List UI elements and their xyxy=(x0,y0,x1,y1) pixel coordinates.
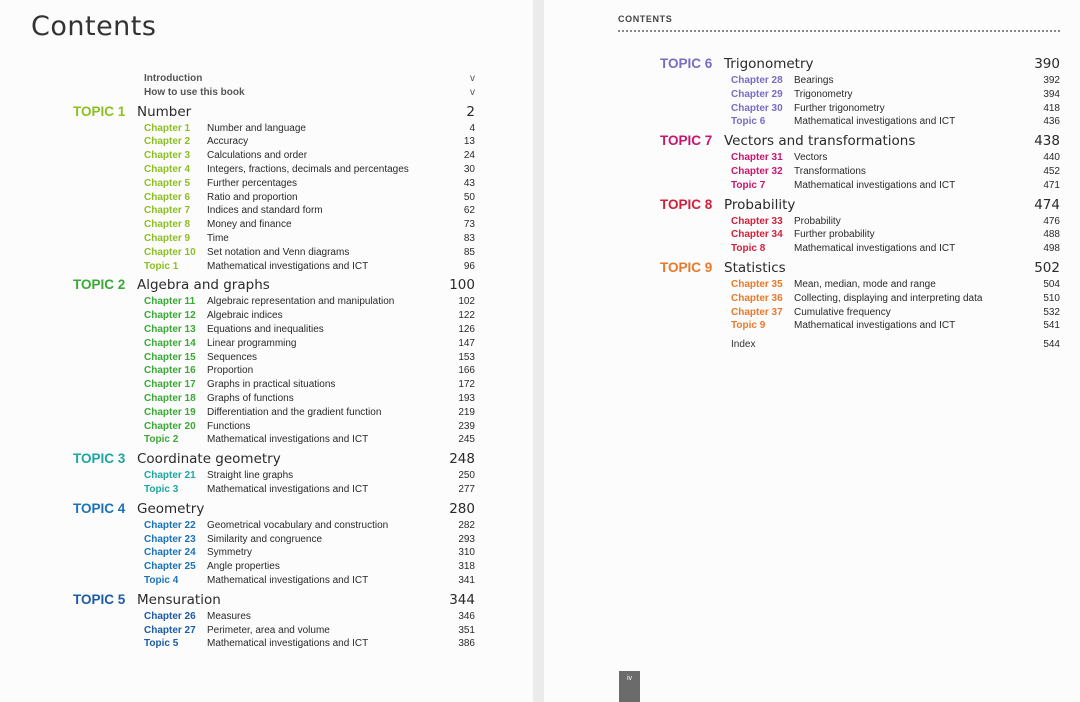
toc-chapter-row[interactable] xyxy=(73,337,475,351)
chapter-title: Indices and standard form xyxy=(207,205,323,217)
intro-label: Introduction xyxy=(144,73,203,84)
chapter-page: 293 xyxy=(458,533,475,545)
toc-topic-row[interactable] xyxy=(73,499,475,519)
topic-label: TOPIC 1 xyxy=(73,103,126,119)
topic-title: Coordinate geometry xyxy=(137,451,281,468)
chapter-page: 386 xyxy=(458,638,475,650)
chapter-title: Mathematical investigations and ICT xyxy=(794,320,956,332)
chapter-label: Chapter 2 xyxy=(144,136,191,148)
howto-page: v xyxy=(470,86,475,98)
header-dotted-rule xyxy=(618,30,1060,32)
chapter-label: Chapter 31 xyxy=(731,152,783,164)
topic-title: Statistics xyxy=(724,259,786,276)
chapter-title: Set notation and Venn diagrams xyxy=(207,246,350,258)
chapter-title: Mathematical investigations and ICT xyxy=(207,574,369,586)
index-label: Index xyxy=(731,339,756,351)
page-number-tab: iv xyxy=(619,671,640,702)
chapter-page: 346 xyxy=(458,610,475,622)
topic-label: TOPIC 8 xyxy=(660,196,713,212)
toc-chapter-row[interactable] xyxy=(660,151,1060,165)
toc-index-row[interactable] xyxy=(660,338,1060,352)
chapter-label: Chapter 24 xyxy=(144,547,196,559)
chapter-label: Chapter 36 xyxy=(731,292,783,304)
toc-chapter-row[interactable] xyxy=(73,560,475,574)
chapter-title: Time xyxy=(207,232,229,244)
chapter-page: 4 xyxy=(469,122,475,134)
chapter-page: 122 xyxy=(458,310,475,322)
toc-intro-row[interactable] xyxy=(73,72,475,86)
index-page: 544 xyxy=(1043,339,1060,351)
chapter-page: 126 xyxy=(458,323,475,335)
chapter-title: Probability xyxy=(794,215,841,227)
toc-chapter-row[interactable] xyxy=(73,420,475,434)
chapter-label: Chapter 25 xyxy=(144,561,196,573)
toc-chapter-row[interactable] xyxy=(73,149,475,163)
toc-topic-row[interactable] xyxy=(660,258,1060,278)
chapter-title: Bearings xyxy=(794,75,834,86)
toc-chapter-row[interactable] xyxy=(73,260,475,274)
topic-title: Algebra and graphs xyxy=(137,277,270,294)
toc-chapter-row[interactable] xyxy=(73,406,475,420)
chapter-label: Chapter 6 xyxy=(144,191,191,203)
chapter-page: 310 xyxy=(458,547,475,559)
chapter-label: Topic 2 xyxy=(144,434,179,446)
chapter-title: Mathematical investigations and ICT xyxy=(794,243,956,255)
chapter-title: Mathematical investigations and ICT xyxy=(207,260,369,272)
chapter-title: Algebraic indices xyxy=(207,310,283,322)
howto-label: How to use this book xyxy=(144,86,245,98)
running-header: CONTENTS xyxy=(618,14,673,24)
chapter-label: Topic 7 xyxy=(731,179,766,191)
toc-chapter-row[interactable] xyxy=(73,574,475,588)
chapter-title: Collecting, displaying and interpreting data xyxy=(794,292,983,304)
topic-label: TOPIC 5 xyxy=(73,591,126,607)
chapter-label: Chapter 7 xyxy=(144,205,191,217)
left-page xyxy=(0,0,533,702)
toc-chapter-row[interactable] xyxy=(73,469,475,483)
chapter-title: Mean, median, mode and range xyxy=(794,278,936,290)
toc-topic-row[interactable] xyxy=(660,54,1060,74)
topic-page: 280 xyxy=(449,500,475,517)
chapter-title: Ratio and proportion xyxy=(207,191,298,203)
toc-chapter-row[interactable] xyxy=(73,364,475,378)
chapter-title: Differentiation and the gradient function xyxy=(207,406,382,418)
chapter-title: Graphs in practical situations xyxy=(207,379,336,391)
toc-chapter-row[interactable] xyxy=(660,306,1060,320)
chapter-page: 245 xyxy=(458,434,475,446)
chapter-label: Chapter 33 xyxy=(731,215,783,227)
toc-chapter-row[interactable] xyxy=(660,242,1060,256)
chapter-label: Chapter 28 xyxy=(731,75,783,86)
chapter-label: Topic 6 xyxy=(731,116,766,128)
topic-title: Number xyxy=(137,103,192,120)
chapter-page: 239 xyxy=(458,420,475,432)
toc-chapter-row[interactable] xyxy=(73,546,475,560)
chapter-title: Sequences xyxy=(207,351,258,363)
chapter-label: Chapter 15 xyxy=(144,351,196,363)
chapter-title: Symmetry xyxy=(207,547,252,559)
chapter-page: 24 xyxy=(463,150,475,162)
chapter-page: 13 xyxy=(463,136,475,148)
chapter-label: Chapter 35 xyxy=(731,278,783,290)
chapter-label: Chapter 34 xyxy=(731,229,783,241)
chapter-label: Topic 1 xyxy=(144,260,179,272)
topic-label: TOPIC 7 xyxy=(660,133,713,149)
chapter-title: Calculations and order xyxy=(207,150,308,162)
chapter-page: 318 xyxy=(458,561,475,573)
chapter-page: 166 xyxy=(458,365,475,377)
toc-chapter-row[interactable] xyxy=(660,165,1060,179)
chapter-title: Further probability xyxy=(794,229,875,241)
topic-page: 248 xyxy=(449,451,475,468)
toc-chapter-row[interactable] xyxy=(73,163,475,177)
chapter-label: Chapter 21 xyxy=(144,470,196,482)
toc-chapter-row[interactable] xyxy=(660,215,1060,229)
chapter-title: Mathematical investigations and ICT xyxy=(207,638,369,650)
toc-chapter-row[interactable] xyxy=(73,204,475,218)
chapter-page: 541 xyxy=(1043,320,1060,332)
chapter-page: 193 xyxy=(458,392,475,404)
toc-howto-row[interactable] xyxy=(73,86,475,100)
chapter-label: Chapter 10 xyxy=(144,246,196,258)
chapter-title: Angle properties xyxy=(207,561,280,573)
topic-title: Vectors and transformations xyxy=(724,133,916,150)
toc-chapter-row[interactable] xyxy=(73,533,475,547)
toc-chapter-row[interactable] xyxy=(660,319,1060,333)
chapter-title: Equations and inequalities xyxy=(207,323,324,335)
chapter-page: 43 xyxy=(463,177,475,189)
toc-chapter-row[interactable] xyxy=(73,218,475,232)
chapter-label: Topic 9 xyxy=(731,320,766,332)
chapter-page: 488 xyxy=(1043,229,1060,241)
toc-chapter-row[interactable] xyxy=(73,122,475,136)
chapter-label: Chapter 18 xyxy=(144,392,196,404)
chapter-label: Chapter 27 xyxy=(144,624,196,636)
topic-label: TOPIC 4 xyxy=(73,500,126,516)
chapter-label: Chapter 17 xyxy=(144,379,196,391)
topic-page: 474 xyxy=(1034,196,1060,213)
topic-page: 502 xyxy=(1034,259,1060,276)
right-topics xyxy=(660,54,1060,333)
toc-chapter-row[interactable] xyxy=(660,74,1060,88)
chapter-label: Topic 4 xyxy=(144,574,179,586)
toc-chapter-row[interactable] xyxy=(73,191,475,205)
chapter-page: 452 xyxy=(1043,165,1060,177)
chapter-label: Chapter 32 xyxy=(731,165,783,177)
chapter-title: Graphs of functions xyxy=(207,392,294,404)
page-title: Contents xyxy=(31,11,157,42)
chapter-page: 392 xyxy=(1043,75,1060,86)
toc-left xyxy=(73,72,475,651)
topic-page: 100 xyxy=(449,277,475,294)
topic-label: TOPIC 9 xyxy=(660,259,713,275)
toc-chapter-row[interactable] xyxy=(73,433,475,447)
chapter-label: Chapter 11 xyxy=(144,296,196,308)
chapter-page: 147 xyxy=(458,337,475,349)
chapter-page: 418 xyxy=(1043,102,1060,114)
chapter-title: Algebraic representation and manipulation xyxy=(207,296,395,308)
chapter-page: 471 xyxy=(1043,179,1060,191)
toc-chapter-row[interactable] xyxy=(73,519,475,533)
toc-topic-row[interactable] xyxy=(660,195,1060,215)
chapter-label: Chapter 19 xyxy=(144,406,196,418)
chapter-title: Linear programming xyxy=(207,337,297,349)
chapter-title: Number and language xyxy=(207,122,306,134)
chapter-title: Further trigonometry xyxy=(794,102,885,114)
chapter-label: Chapter 4 xyxy=(144,163,191,175)
chapter-title: Integers, fractions, decimals and percentages xyxy=(207,163,409,175)
chapter-label: Chapter 12 xyxy=(144,310,196,322)
chapter-title: Functions xyxy=(207,420,251,432)
topic-title: Trigonometry xyxy=(724,56,814,72)
chapter-page: 351 xyxy=(458,624,475,636)
chapter-label: Chapter 30 xyxy=(731,102,783,114)
toc-chapter-row[interactable] xyxy=(660,228,1060,242)
toc-topic-row[interactable] xyxy=(73,449,475,469)
toc-chapter-row[interactable] xyxy=(660,278,1060,292)
chapter-title: Accuracy xyxy=(207,136,249,148)
chapter-page: 510 xyxy=(1043,292,1060,304)
chapter-page: 73 xyxy=(463,219,475,231)
chapter-page: 440 xyxy=(1043,152,1060,164)
chapter-page: 83 xyxy=(463,232,475,244)
topic-label: TOPIC 2 xyxy=(73,277,126,293)
toc-chapter-row[interactable] xyxy=(660,88,1060,102)
chapter-title: Measures xyxy=(207,610,251,622)
toc-topic-row[interactable] xyxy=(73,590,475,610)
topic-page: 390 xyxy=(1034,56,1060,72)
toc-chapter-row[interactable] xyxy=(73,135,475,149)
chapter-page: 504 xyxy=(1043,278,1060,290)
chapter-page: 250 xyxy=(458,470,475,482)
toc-chapter-row[interactable] xyxy=(660,102,1060,116)
chapter-page: 62 xyxy=(463,205,475,217)
chapter-page: 30 xyxy=(463,163,475,175)
chapter-page: 498 xyxy=(1043,243,1060,255)
chapter-label: Chapter 20 xyxy=(144,420,196,432)
toc-chapter-row[interactable] xyxy=(73,246,475,260)
chapter-title: Mathematical investigations and ICT xyxy=(207,434,369,446)
chapter-page: 102 xyxy=(458,296,475,308)
chapter-title: Perimeter, area and volume xyxy=(207,624,330,636)
toc-chapter-row[interactable] xyxy=(73,378,475,392)
chapter-title: Trigonometry xyxy=(794,88,853,100)
chapter-label: Chapter 8 xyxy=(144,219,191,231)
chapter-page: 85 xyxy=(463,246,475,258)
topic-page: 2 xyxy=(466,103,475,120)
topic-title: Geometry xyxy=(137,500,205,517)
chapter-label: Chapter 9 xyxy=(144,232,191,244)
toc-chapter-row[interactable] xyxy=(73,637,475,651)
chapter-label: Chapter 5 xyxy=(144,177,191,189)
left-topics xyxy=(73,102,475,652)
topic-label: TOPIC 3 xyxy=(73,451,126,467)
chapter-title: Proportion xyxy=(207,365,254,377)
chapter-title: Vectors xyxy=(794,152,828,164)
chapter-page: 341 xyxy=(458,574,475,586)
chapter-label: Chapter 16 xyxy=(144,365,196,377)
chapter-title: Straight line graphs xyxy=(207,470,294,482)
chapter-label: Topic 8 xyxy=(731,243,766,255)
toc-chapter-row[interactable] xyxy=(73,351,475,365)
chapter-page: 532 xyxy=(1043,306,1060,318)
toc-chapter-row[interactable] xyxy=(660,179,1060,193)
toc-chapter-row[interactable] xyxy=(73,232,475,246)
toc-chapter-row[interactable] xyxy=(73,392,475,406)
intro-page: v xyxy=(470,73,475,84)
chapter-title: Transformations xyxy=(794,165,866,177)
toc-topic-row[interactable] xyxy=(660,131,1060,151)
chapter-label: Topic 3 xyxy=(144,483,179,495)
toc-chapter-row[interactable] xyxy=(660,292,1060,306)
chapter-label: Chapter 1 xyxy=(144,122,191,134)
toc-chapter-row[interactable] xyxy=(73,483,475,497)
toc-chapter-row[interactable] xyxy=(73,177,475,191)
chapter-page: 50 xyxy=(463,191,475,203)
chapter-title: Money and finance xyxy=(207,219,292,231)
toc-chapter-row[interactable] xyxy=(660,115,1060,129)
chapter-page: 277 xyxy=(458,483,475,495)
topic-page: 438 xyxy=(1034,133,1060,150)
toc-topic-row[interactable] xyxy=(73,102,475,122)
toc-chapter-row[interactable] xyxy=(73,295,475,309)
toc-chapter-row[interactable] xyxy=(73,323,475,337)
chapter-label: Chapter 29 xyxy=(731,88,783,100)
chapter-label: Topic 5 xyxy=(144,638,179,650)
toc-right xyxy=(660,52,1060,352)
right-page xyxy=(544,0,1080,702)
toc-chapter-row[interactable] xyxy=(73,309,475,323)
chapter-label: Chapter 3 xyxy=(144,150,191,162)
chapter-page: 282 xyxy=(458,519,475,531)
chapter-label: Chapter 23 xyxy=(144,533,196,545)
chapter-title: Mathematical investigations and ICT xyxy=(794,179,956,191)
chapter-page: 172 xyxy=(458,379,475,391)
toc-chapter-row[interactable] xyxy=(73,610,475,624)
chapter-title: Mathematical investigations and ICT xyxy=(794,116,956,128)
chapter-label: Chapter 22 xyxy=(144,519,196,531)
chapter-page: 153 xyxy=(458,351,475,363)
topic-page: 344 xyxy=(449,591,475,608)
topic-label: TOPIC 6 xyxy=(660,56,713,71)
chapter-label: Chapter 13 xyxy=(144,323,196,335)
chapter-title: Similarity and congruence xyxy=(207,533,323,545)
chapter-page: 219 xyxy=(458,406,475,418)
chapter-page: 476 xyxy=(1043,215,1060,227)
chapter-label: Chapter 14 xyxy=(144,337,196,349)
chapter-label: Chapter 37 xyxy=(731,306,783,318)
chapter-page: 394 xyxy=(1043,88,1060,100)
chapter-title: Mathematical investigations and ICT xyxy=(207,483,369,495)
topic-title: Mensuration xyxy=(137,591,221,608)
toc-chapter-row[interactable] xyxy=(73,624,475,638)
chapter-title: Cumulative frequency xyxy=(794,306,891,318)
chapter-page: 436 xyxy=(1043,116,1060,128)
chapter-title: Further percentages xyxy=(207,177,298,189)
toc-topic-row[interactable] xyxy=(73,275,475,295)
chapter-label: Chapter 26 xyxy=(144,610,196,622)
chapter-title: Geometrical vocabulary and construction xyxy=(207,519,389,531)
chapter-page: 96 xyxy=(463,260,475,272)
topic-title: Probability xyxy=(724,196,796,213)
